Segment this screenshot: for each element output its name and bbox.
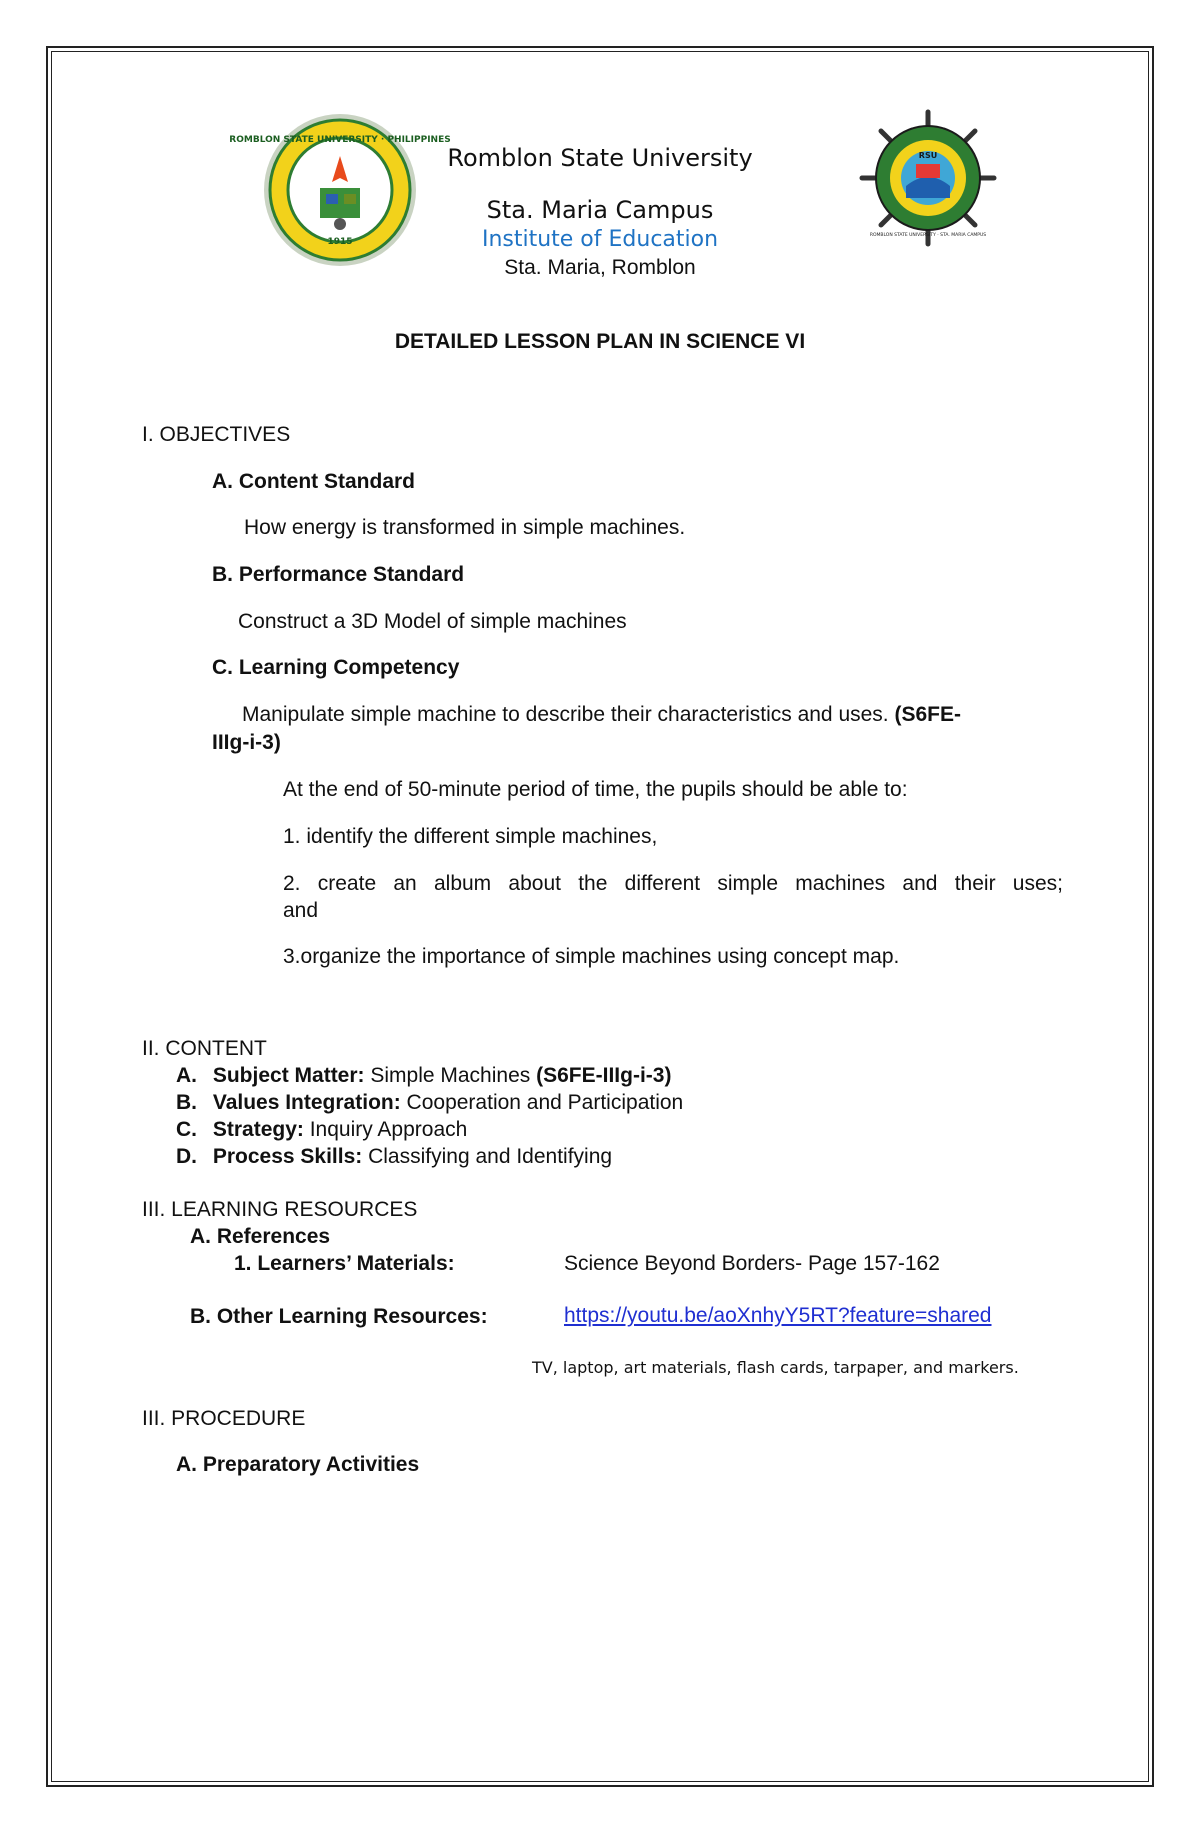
content-item-subject	[176, 1064, 671, 1088]
learners-materials-value: Science Beyond Borders- Page 157-162	[564, 1252, 940, 1275]
objective-item-3: 3.organize the importance of simple machines using concept map.	[283, 945, 900, 968]
content-value: Classifying and Identifying	[362, 1145, 613, 1168]
content-label: Values Integration:	[212, 1091, 401, 1114]
learning-competency-line: Manipulate simple machine to describe their characteristics and uses.	[242, 703, 889, 726]
university-name: Romblon State University	[447, 144, 753, 172]
learning-competency-text	[242, 703, 961, 727]
campus-name: Sta. Maria Campus	[486, 196, 714, 224]
resources-heading: III. LEARNING RESOURCES	[142, 1198, 418, 1221]
objective-item-2-cont: and	[283, 899, 319, 922]
resource-video-link[interactable]: https://youtu.be/aoXnhyY5RT?feature=shared	[564, 1304, 992, 1327]
content-label: Process Skills:	[212, 1145, 363, 1168]
objective-item-1: 1. identify the different simple machines,	[283, 825, 658, 848]
list-marker: C.	[176, 1118, 197, 1141]
page-border-inner	[51, 51, 1149, 1782]
objectives-heading: I. OBJECTIVES	[142, 423, 291, 446]
campus-seal-code: RSU	[918, 151, 938, 160]
objectives-intro: At the end of 50-minute period of time, the pupils should be able to:	[283, 778, 908, 801]
procedure-heading: III. PROCEDURE	[142, 1407, 306, 1430]
content-value: Cooperation and Participation	[400, 1091, 684, 1114]
document-title: DETAILED LESSON PLAN IN SCIENCE VI	[394, 330, 806, 353]
learners-materials-label: 1. Learners’ Materials:	[234, 1252, 455, 1275]
institute-name: Institute of Education	[481, 227, 719, 252]
content-heading: II. CONTENT	[142, 1037, 267, 1060]
competency-code-cont: IIIg-i-3)	[212, 731, 281, 754]
preparatory-activities-label: A. Preparatory Activities	[176, 1453, 420, 1476]
list-marker: B.	[176, 1091, 197, 1114]
learning-competency-label: C. Learning Competency	[212, 656, 460, 679]
rsu-seal-text: ROMBLON STATE UNIVERSITY · PHILIPPINES	[229, 135, 451, 145]
references-label: A. References	[190, 1225, 331, 1248]
content-standard-label: A. Content Standard	[212, 470, 415, 493]
content-item-skills	[176, 1145, 612, 1169]
content-value: Simple Machines	[364, 1064, 537, 1087]
performance-standard-label: B. Performance Standard	[212, 563, 465, 586]
competency-code: (S6FE-	[894, 703, 962, 726]
content-standard-text: How energy is transformed in simple machines.	[244, 516, 686, 539]
content-code: (S6FE-IIIg-i-3)	[536, 1064, 672, 1087]
list-marker: A.	[176, 1064, 197, 1087]
content-item-values	[176, 1091, 683, 1115]
objective-item-2: 2. create an album about the different simple machines and their uses;	[283, 872, 1063, 895]
campus-seal-text: ROMBLON STATE UNIVERSITY · STA. MARIA CAMPUS	[869, 233, 987, 238]
list-marker: D.	[176, 1145, 197, 1168]
content-label: Subject Matter:	[212, 1064, 365, 1087]
content-value: Inquiry Approach	[303, 1118, 468, 1141]
performance-standard-text: Construct a 3D Model of simple machines	[238, 610, 627, 633]
materials-list: TV, laptop, art materials, flash cards, tarpaper, and markers.	[532, 1358, 1019, 1377]
rsu-seal-year: 1915	[327, 237, 353, 247]
content-item-strategy	[176, 1118, 467, 1142]
content-label: Strategy:	[212, 1118, 304, 1141]
other-resources-label: B. Other Learning Resources:	[190, 1305, 488, 1328]
campus-location: Sta. Maria, Romblon	[504, 256, 696, 279]
